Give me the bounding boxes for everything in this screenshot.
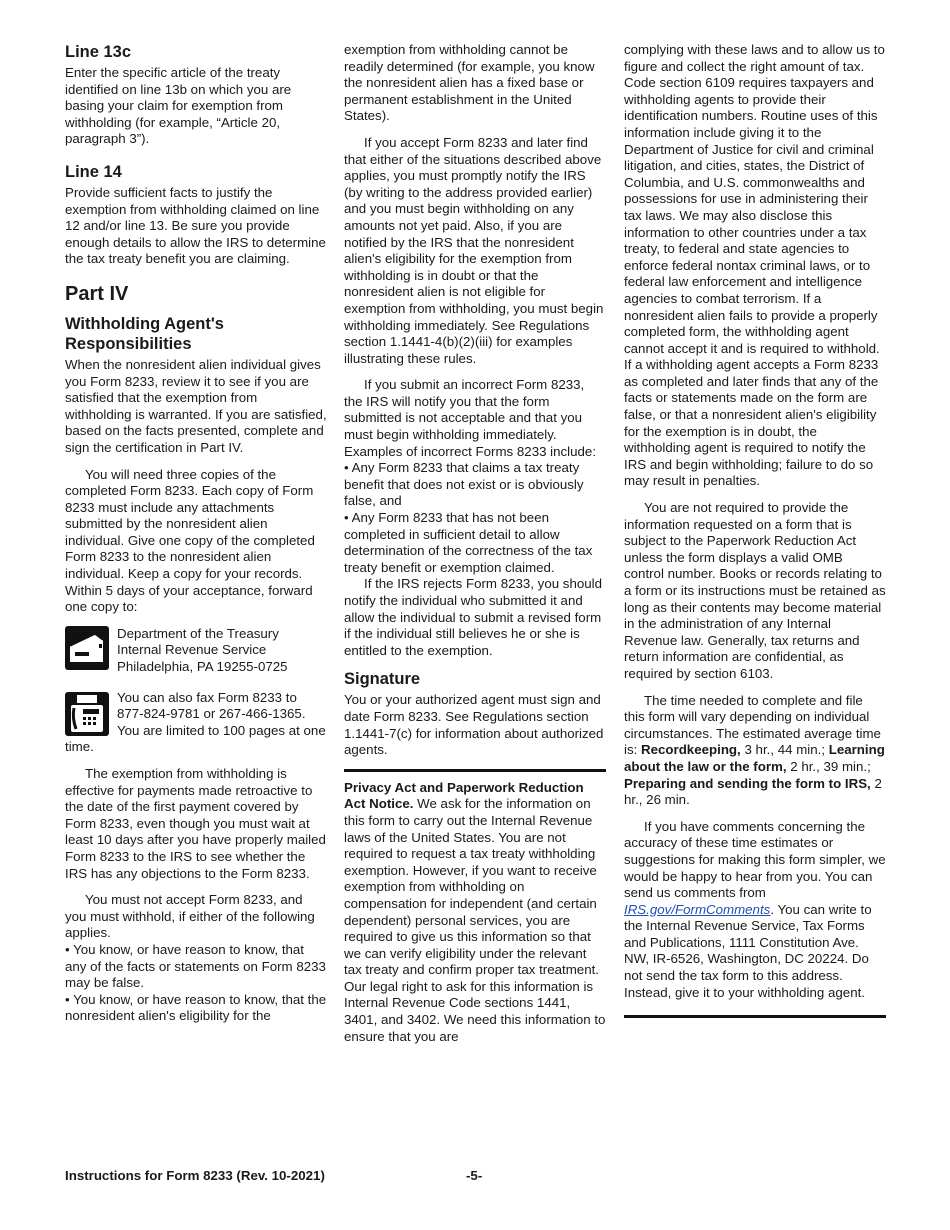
page-number: -5- [466,1168,483,1183]
envelope-icon [65,626,109,670]
divider [344,769,606,772]
mail-address-block [65,626,327,676]
withholding-agent-heading: Withholding Agent's Responsibilities [65,314,224,353]
fax-block [65,690,327,756]
paragraph: You will need three copies of the completed Form 8233. Each copy of Form 8233 must include any attachments submitted by the nonresident alien individual. Give one copy of the completed Form 8233 to the nonresident alien individual. Keep a copy for your records. Within 5 days of your acceptance, forward one copy to: [65,466,315,615]
fax-text: You can also fax Form 8233 to 877-824-9781 or 267-466-1365. You are limited to 100 pages at one time. [65,689,326,755]
paragraph: When the nonresident alien individual gives you Form 8233, review it to see if you are satisfied that the exemption from withholding is warranted. If you are satisfied, based on the facts presented, complete and sign the certification in Part IV. [65,356,327,455]
privacy-notice: Privacy Act and Paperwork Reduction Act Notice. We ask for the information on this form to carry out the Internal Revenue laws of the United States. You are not required to request a tax treaty withholding exemption. However, if you want to receive exemption from withholding on compensation for independent (and certain dependent) personal services, you are required to give us this information so that we can verify eligibility under the relevant tax treaty and confirm proper tax treatment. Our legal right to ask for this information is Internal Revenue Code sections 1441, 3401, and 3402. We need this information to ensure that you are [344,779,606,1044]
signature-text: You or your authorized agent must sign and date Form 8233. See Regulations section 1.1441-7(c) for information about authorized agents. [344,692,604,758]
paragraph: If the IRS rejects Form 8233, you should notify the individual who submitted it and allow the individual to submit a revised form if the individual still believes he or she is entitled to the exemption. [344,576,602,658]
divider [624,1015,886,1018]
time-estimate-paragraph: The time needed to complete and file this form will vary depending on individual circumstances. The estimated average time is: Recordkeeping, 3 hr., 44 min.; Learning about the law or the form, 2 hr., 39 min.; Preparing and sending the form to IRS, 2 hr., 26 min. [624,692,885,808]
fax-icon [65,692,109,736]
line14-text: Provide sufficient facts to justify the exemption from withholding claimed on line 12 and/or line 13. Be sure you provide enough details to allow the IRS to determine the tax treaty benefit you are claiming. [65,184,326,267]
comments-paragraph: If you have comments concerning the accuracy of these time estimates or suggestions for making this form simpler, we would be happy to hear from you. You can send us comments from IRS.gov/FormComments. You can write to the Internal Revenue Service, Tax Forms and Publications, 1111 Constitution Ave. NW, IR-6526, Washington, DC 20224. Do not send the tax form to this address. Instead, give it to your withholding agent. [624,818,886,1000]
line13c-text: Enter the specific article of the treaty identified on line 13b on which you are basing your claim for exemption from withholding (for example, “Article 20, paragraph 3”). [65,65,292,147]
part-iv-heading: Part IV [65,282,129,305]
paragraph: You must not accept Form 8233, and you must withhold, if either of the following applies. [65,892,315,941]
footer-title: Instructions for Form 8233 (Rev. 10-2021) [65,1168,325,1183]
paragraph: If you submit an incorrect Form 8233, the IRS will notify you that the form submitted is not acceptable and that you must begin withholding immediately. Examples of incorrect Forms 8233 include: [344,377,597,459]
line13c-heading: Line 13c [65,43,132,61]
paragraph: exemption from withholding cannot be readily determined (for example, you know the nonresident alien has a fixed base or permanent establishment in the United States). [344,42,595,124]
signature-heading: Signature [344,670,421,689]
paragraph: You are not required to provide the information requested on a form that is subject to the Paperwork Reduction Act unless the form displays a valid OMB control number. Books or records relating to a form or its instructions must be retained as long as their contents may become material in the administration of any Internal Revenue law. Generally, tax returns and return information are confidential, as required by section 6103. [624,500,886,681]
paragraph: The exemption from withholding is effective for payments made retroactive to the date of the first payment covered by Form 8233, even though you must wait at least 10 days after you have properly mailed Form 8233 to the IRS to see whether the IRS has any objections to the Form 8233. [65,766,326,881]
bullet-item: • Any Form 8233 that claims a tax treaty benefit that does not exist or is obviously false, and [344,460,584,509]
privacy-heading: Privacy Act and Paperwork Reduction Act Notice. [344,779,584,812]
irs-address: Department of the Treasury Internal Revenue Service Philadelphia, PA 19255-0725 [117,625,288,675]
paragraph: If you accept Form 8233 and later find that either of the situations described above applies, you must promptly notify the IRS (by writing to the address provided earlier) and you must begin withholding on any amounts not yet paid. Also, if you are notified by the IRS that the nonresident alien's eligibility for the exemption from withholding is in doubt or that the nonresident alien is not eligible for exemption from withholding, you must begin withholding immediately. See Regulations section 1.1441-4(b)(2)(iii) for examples illustrating these rules. [344,134,604,366]
column-2 [344,42,606,1055]
column-1 [65,42,327,1035]
form-comments-link[interactable]: IRS.gov/FormComments [624,901,771,917]
bullet-item: • You know, or have reason to know, that the nonresident alien's eligibility for the [65,991,327,1024]
bullet-item: • Any Form 8233 that has not been completed in sufficient detail to allow determination of the correctness of the tax treaty benefit or exemption claimed. [344,510,593,575]
paragraph: complying with these laws and to allow us to figure and collect the right amount of tax. Code section 6109 requires taxpayers and withholding agents to provide their identification numbers. Routine uses of this information include giving it to the Department of Justice for civil and criminal litigation, and cities, states, the District of Columbia, and U.S. commonwealths and possessions for use in administering their tax laws. We may also disclose this information to other countries under a tax treaty, to federal and state agencies to enforce federal nontax criminal laws, or to federal law enforcement and intelligence agencies to combat terrorism. If a nonresident alien fails to provide a properly completed form, the withholding agent cannot accept it and is required to withhold. If a withholding agent accepts a Form 8233 as completed and later finds that any of the facts or statements made on the form are false, or that a nonresident alien's eligibility for the exemption is in doubt, the withholding agent is required to notify the IRS and begin withholding; failure to do so may result in penalties. [624,42,885,489]
bullet-item: • You know, or have reason to know, that any of the facts or statements on Form 8233 may be false. [65,941,326,991]
column-3 [624,42,886,1026]
line14-heading: Line 14 [65,162,122,181]
